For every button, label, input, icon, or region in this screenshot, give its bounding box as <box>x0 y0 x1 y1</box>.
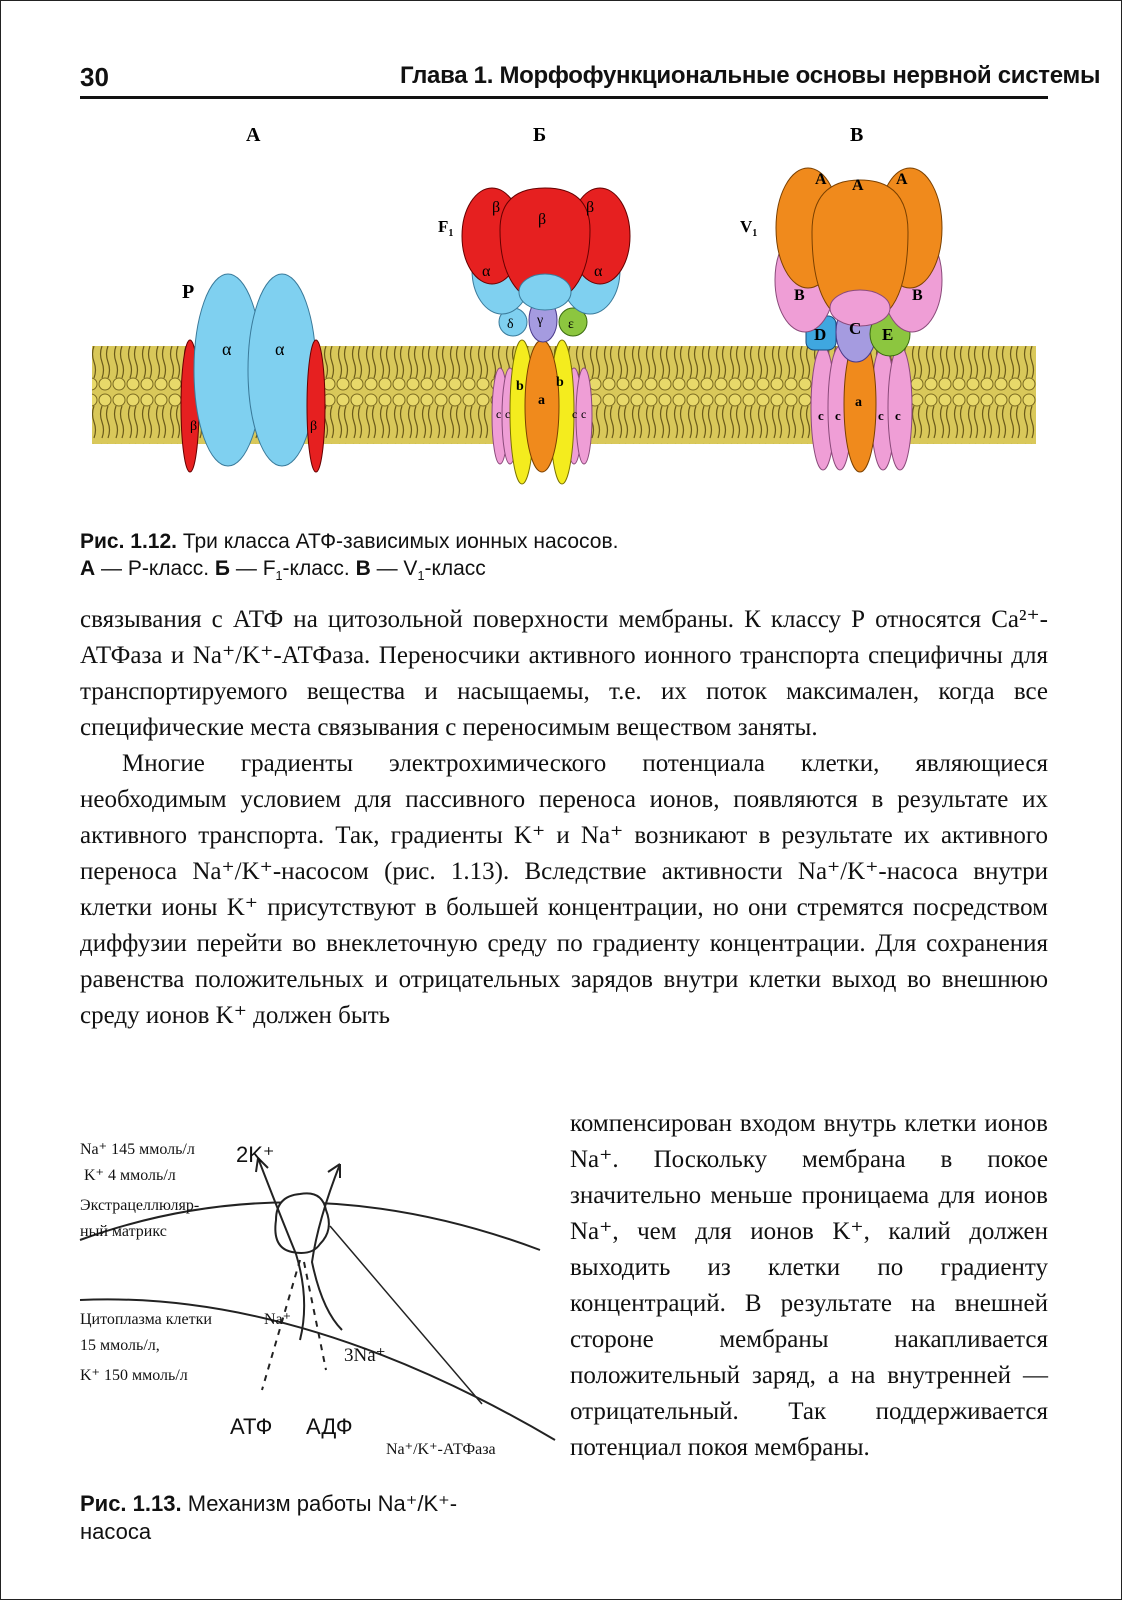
panel-label-c: В <box>850 124 864 146</box>
v1-label: $V_1$ <box>740 217 758 239</box>
p-class-label: P <box>182 281 195 303</box>
figure-1-13-caption <box>80 1490 550 1546</box>
delta-label: δ <box>507 317 514 332</box>
caption-b: Б <box>214 557 230 580</box>
extracellular-k-concentration: K⁺ 4 ммоль/л <box>84 1167 176 1184</box>
caption-label-1-13: Рис. 1.13. <box>80 1491 182 1516</box>
alpha-label-right: α <box>275 339 285 359</box>
alpha-label-left: α <box>222 339 232 359</box>
c-label-v3: c <box>878 408 884 423</box>
c-label-v4: c <box>895 408 901 423</box>
e-label: E <box>882 325 894 344</box>
caption-dash-b: — <box>235 557 257 580</box>
a-label-v3: A <box>896 171 908 188</box>
c-label-b3: c <box>572 407 578 421</box>
c-label-stalk: C <box>849 319 862 338</box>
extracellular-na-concentration: Na⁺ 145 ммоль/л <box>80 1141 195 1158</box>
alpha-label-b1: α <box>482 263 491 280</box>
caption-text-1-13-line2: насоса <box>80 1519 152 1544</box>
c-label-v1: c <box>818 408 824 423</box>
caption-b-text: $F_1$-класс. <box>262 557 350 584</box>
caption-dash-a: — <box>101 557 123 580</box>
panel-label-b: Б <box>533 124 547 146</box>
beta-label-b2: β <box>538 211 547 228</box>
cytoplasm-na-concentration: 15 ммоль/л, <box>80 1337 160 1354</box>
pump-pointer-line <box>330 1226 482 1404</box>
a-label-b: a <box>538 393 545 408</box>
beta-label-b3: β <box>586 199 595 216</box>
c-label-b1: c <box>496 407 502 421</box>
epsilon-label: ε <box>568 317 574 332</box>
beta-label-left: β <box>190 419 198 434</box>
b-label-v2: B <box>912 287 923 304</box>
alpha-label-b2: α <box>594 263 603 280</box>
ion-3na-label: 3Na⁺ <box>344 1345 386 1366</box>
caption-dash-c: — <box>376 557 398 580</box>
pump-label: Na⁺/K⁺-АТФаза <box>386 1441 496 1458</box>
beta-label-b1: β <box>492 199 501 216</box>
b-label-left: b <box>516 379 524 394</box>
adp-label: АДФ <box>306 1414 353 1439</box>
panel-label-a: А <box>246 124 261 146</box>
caption-c: В <box>355 557 371 580</box>
c-label-v2: c <box>835 408 841 423</box>
cytoplasm-label: Цитоплазма клетки <box>80 1311 212 1328</box>
b-label-right: b <box>556 375 564 390</box>
gamma-label: γ <box>537 313 544 328</box>
caption-label-1-12: Рис. 1.12. <box>80 530 177 553</box>
f1-label: $F_1$ <box>438 217 454 239</box>
paragraph-2: Многие градиенты электрохимического потенциала клетки, являющиеся необходимым условием для пассивного переноса ионов, появляются в результате их активного транспорта. Так, градиенты K⁺ и Na⁺ возникают в результате их активного переноса Na⁺/K⁺-насосом (рис. 1.13). Вследствие активности Na⁺/K⁺-насоса внутри клетки ионы K⁺ присутствуют в большей концентрации, но они стремятся посредством диффузии перейти во внеклеточную среду по градиенту концентрации. Для сохранения равенства положительных и отрицательных зарядов внутри клетки выход во внешнюю среду ионов K⁺ должен быть <box>80 750 1048 1029</box>
c-label-b2: c <box>505 407 511 421</box>
page-number: 30 <box>80 62 109 92</box>
paragraph-2-continuation: компенсирован входом внутрь клетки ионов Na⁺. Поскольку мембрана в покое значительно меньше проницаема для ионов Na⁺, чем для ионов K⁺, калий должен выходить из клетки по градиенту концентраций. В результате на внешней стороне мембраны накапливается положительный заряд, а на внутренней — отрицательный. Так поддерживается потенциал покоя мембраны. <box>570 1110 1048 1461</box>
caption-a-text: Р-класс. <box>127 557 210 580</box>
ion-2k-label: 2K⁺ <box>236 1142 275 1167</box>
extracellular-label-2: ный матрикс <box>80 1223 167 1240</box>
b-label-v1: B <box>794 287 805 304</box>
extracellular-label-1: Экстрацеллюляр- <box>80 1197 200 1214</box>
caption-text-1-12: Три класса АТФ-зависимых ионных насосов. <box>182 530 619 553</box>
beta-label-right: β <box>310 419 318 434</box>
c-label-b4: c <box>581 407 587 421</box>
cytoplasm-k-concentration: K⁺ 150 ммоль/л <box>80 1367 188 1384</box>
d-label: D <box>814 325 827 344</box>
caption-c-text: $V_1$-класс <box>403 557 486 584</box>
ion-na-inside-label: Na⁺ <box>264 1311 292 1328</box>
a-label-membrane: a <box>855 395 862 410</box>
paragraph-1: связывания с АТФ на цитозольной поверхности мембраны. К классу Р относятся Ca²⁺-АТФаза и Na⁺/K⁺-АТФаза. Переносчики активного ионного транспорта специфичны для транспортируемого вещества и насыщаемы, т.е. их поток максимален, когда все специфические места связывания с переносимым веществом заняты. <box>80 606 1048 741</box>
atp-label: АТФ <box>230 1414 273 1439</box>
a-label-v2: A <box>852 177 864 194</box>
caption-text-1-13: Механизм работы Na⁺/K⁺- <box>187 1491 458 1516</box>
chapter-title: Глава 1. Морфофункциональные основы нервной системы <box>400 62 1101 89</box>
a-label-v1: A <box>815 171 827 188</box>
caption-a: А <box>80 557 96 580</box>
